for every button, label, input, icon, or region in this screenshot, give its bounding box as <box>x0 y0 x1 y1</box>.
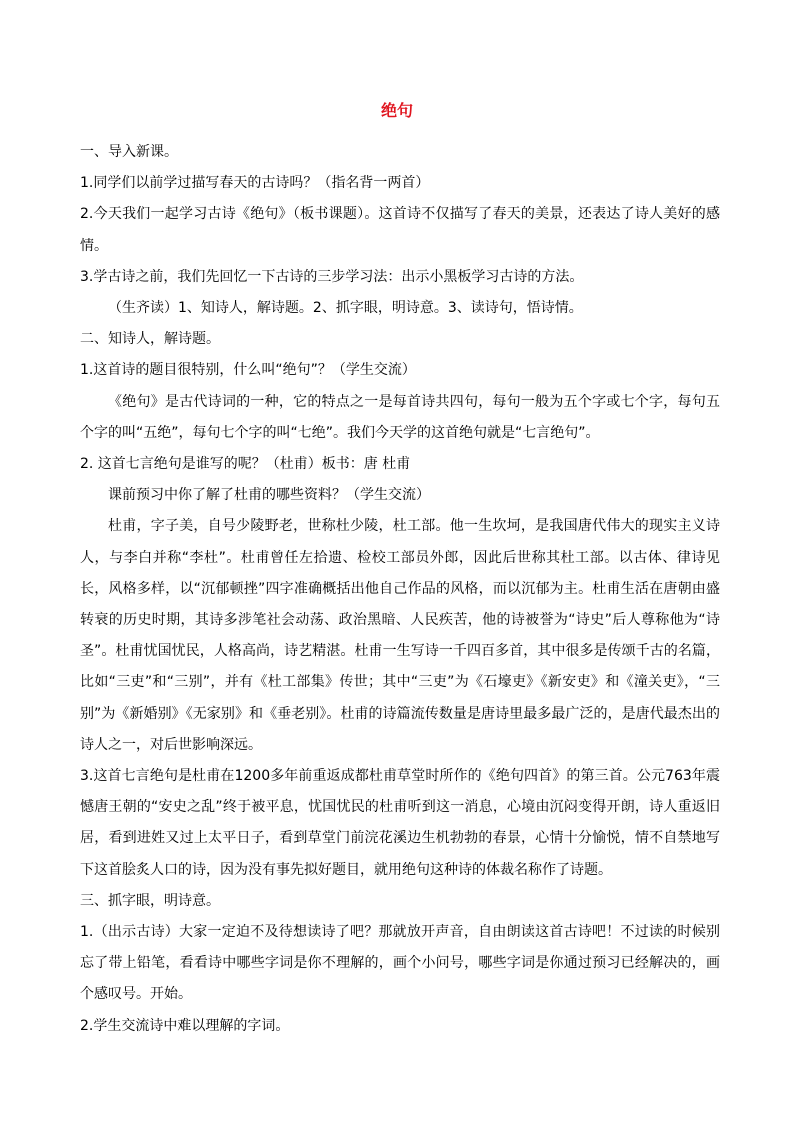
paragraph: 1.（出示古诗）大家一定迫不及待想读诗了吧？那就放开声音，自由朗读这首古诗吧！不过读的时候别忘了带上铅笔，看看诗中哪些字词是你不理解的，画个小问号，哪些字词是你通过预习已经解决的，画个感叹号。开始。 <box>80 924 720 1003</box>
paragraph: 3.这首七言绝句是杜甫在1200多年前重返成都杜甫草堂时所作的《绝句四首》的第三首。公元763年震憾唐王朝的“安史之乱”终于被平息，忧国忧民的杜甫听到这一消息，心境由沉闷变得开朗，诗人重返旧居，看到进姓又过上太平日子，看到草堂门前浣花溪边生机勃勃的春景，心情十分愉悦，情不自禁地写下这首脍炙人口的诗，因为没有事先拟好题目，就用绝句这种诗的体裁名称作了诗题。 <box>80 768 720 878</box>
paragraph: 杜甫，字子美，自号少陵野老，世称杜少陵，杜工部。他一生坎坷，是我国唐代伟大的现实主义诗人，与李白并称“李杜”。杜甫曾任左拾遗、检校工部员外郎，因此后世称其杜工部。以古体、律诗见长，风格多样，以“沉郁顿挫”四字准确概括出他自己作品的风格，而以沉郁为主。杜甫生活在唐朝由盛转衰的历史时期，其诗多涉笔社会动荡、政治黑暗、人民疾苦，他的诗被誉为“诗史”后人尊称他为“诗圣”。杜甫忧国忧民，人格高尚，诗艺精湛。杜甫一生写诗一千四百多首，其中很多是传颂千古的名篇，比如“三吏”和“三别”，并有《杜工部集》传世；其中“三吏”为《石壕吏》《新安吏》和《潼关吏》，“三别”为《新婚别》《无家别》和《垂老别》。杜甫的诗篇流传数量是唐诗里最多最广泛的，是唐代最杰出的诗人之一，对后世影响深远。 <box>80 518 720 753</box>
section-heading-2: 二、知诗人，解诗题。 <box>80 331 220 348</box>
paragraph: 2. 这首七言绝句是谁写的呢？（杜甫）板书：唐 杜甫 <box>80 456 411 473</box>
document-body <box>80 137 720 1042</box>
paragraph: 课前预习中你了解了杜甫的哪些资料？（学生交流） <box>108 487 430 504</box>
paragraph: 《绝句》是古代诗词的一种，它的特点之一是每首诗共四句，每句一般为五个字或七个字，每句五个字的叫“五绝”，每句七个字的叫“七绝”。我们今天学的这首绝句就是“七言绝句”。 <box>80 393 720 441</box>
section-heading-1: 一、导入新课。 <box>80 144 178 160</box>
document-title: 绝句 <box>380 101 413 120</box>
paragraph: 1.这首诗的题目很特别，什么叫“绝句”？（学生交流） <box>80 362 416 379</box>
section-heading-3: 三、抓字眼，明诗意。 <box>80 892 220 909</box>
paragraph: 2.今天我们一起学习古诗《绝句》（板书课题）。这首诗不仅描写了春天的美景，还表达了诗人美好的感情。 <box>80 206 720 254</box>
paragraph: 3.学古诗之前，我们先回忆一下古诗的三步学习法：出示小黑板学习古诗的方法。 <box>80 268 584 285</box>
paragraph: 2.学生交流诗中难以理解的字词。 <box>80 1017 290 1034</box>
paragraph: 1.同学们以前学过描写春天的古诗吗？（指名背一两首） <box>80 175 430 192</box>
paragraph: （生齐读）1、知诗人，解诗题。2、抓字眼，明诗意。3、读诗句，悟诗情。 <box>108 300 583 317</box>
